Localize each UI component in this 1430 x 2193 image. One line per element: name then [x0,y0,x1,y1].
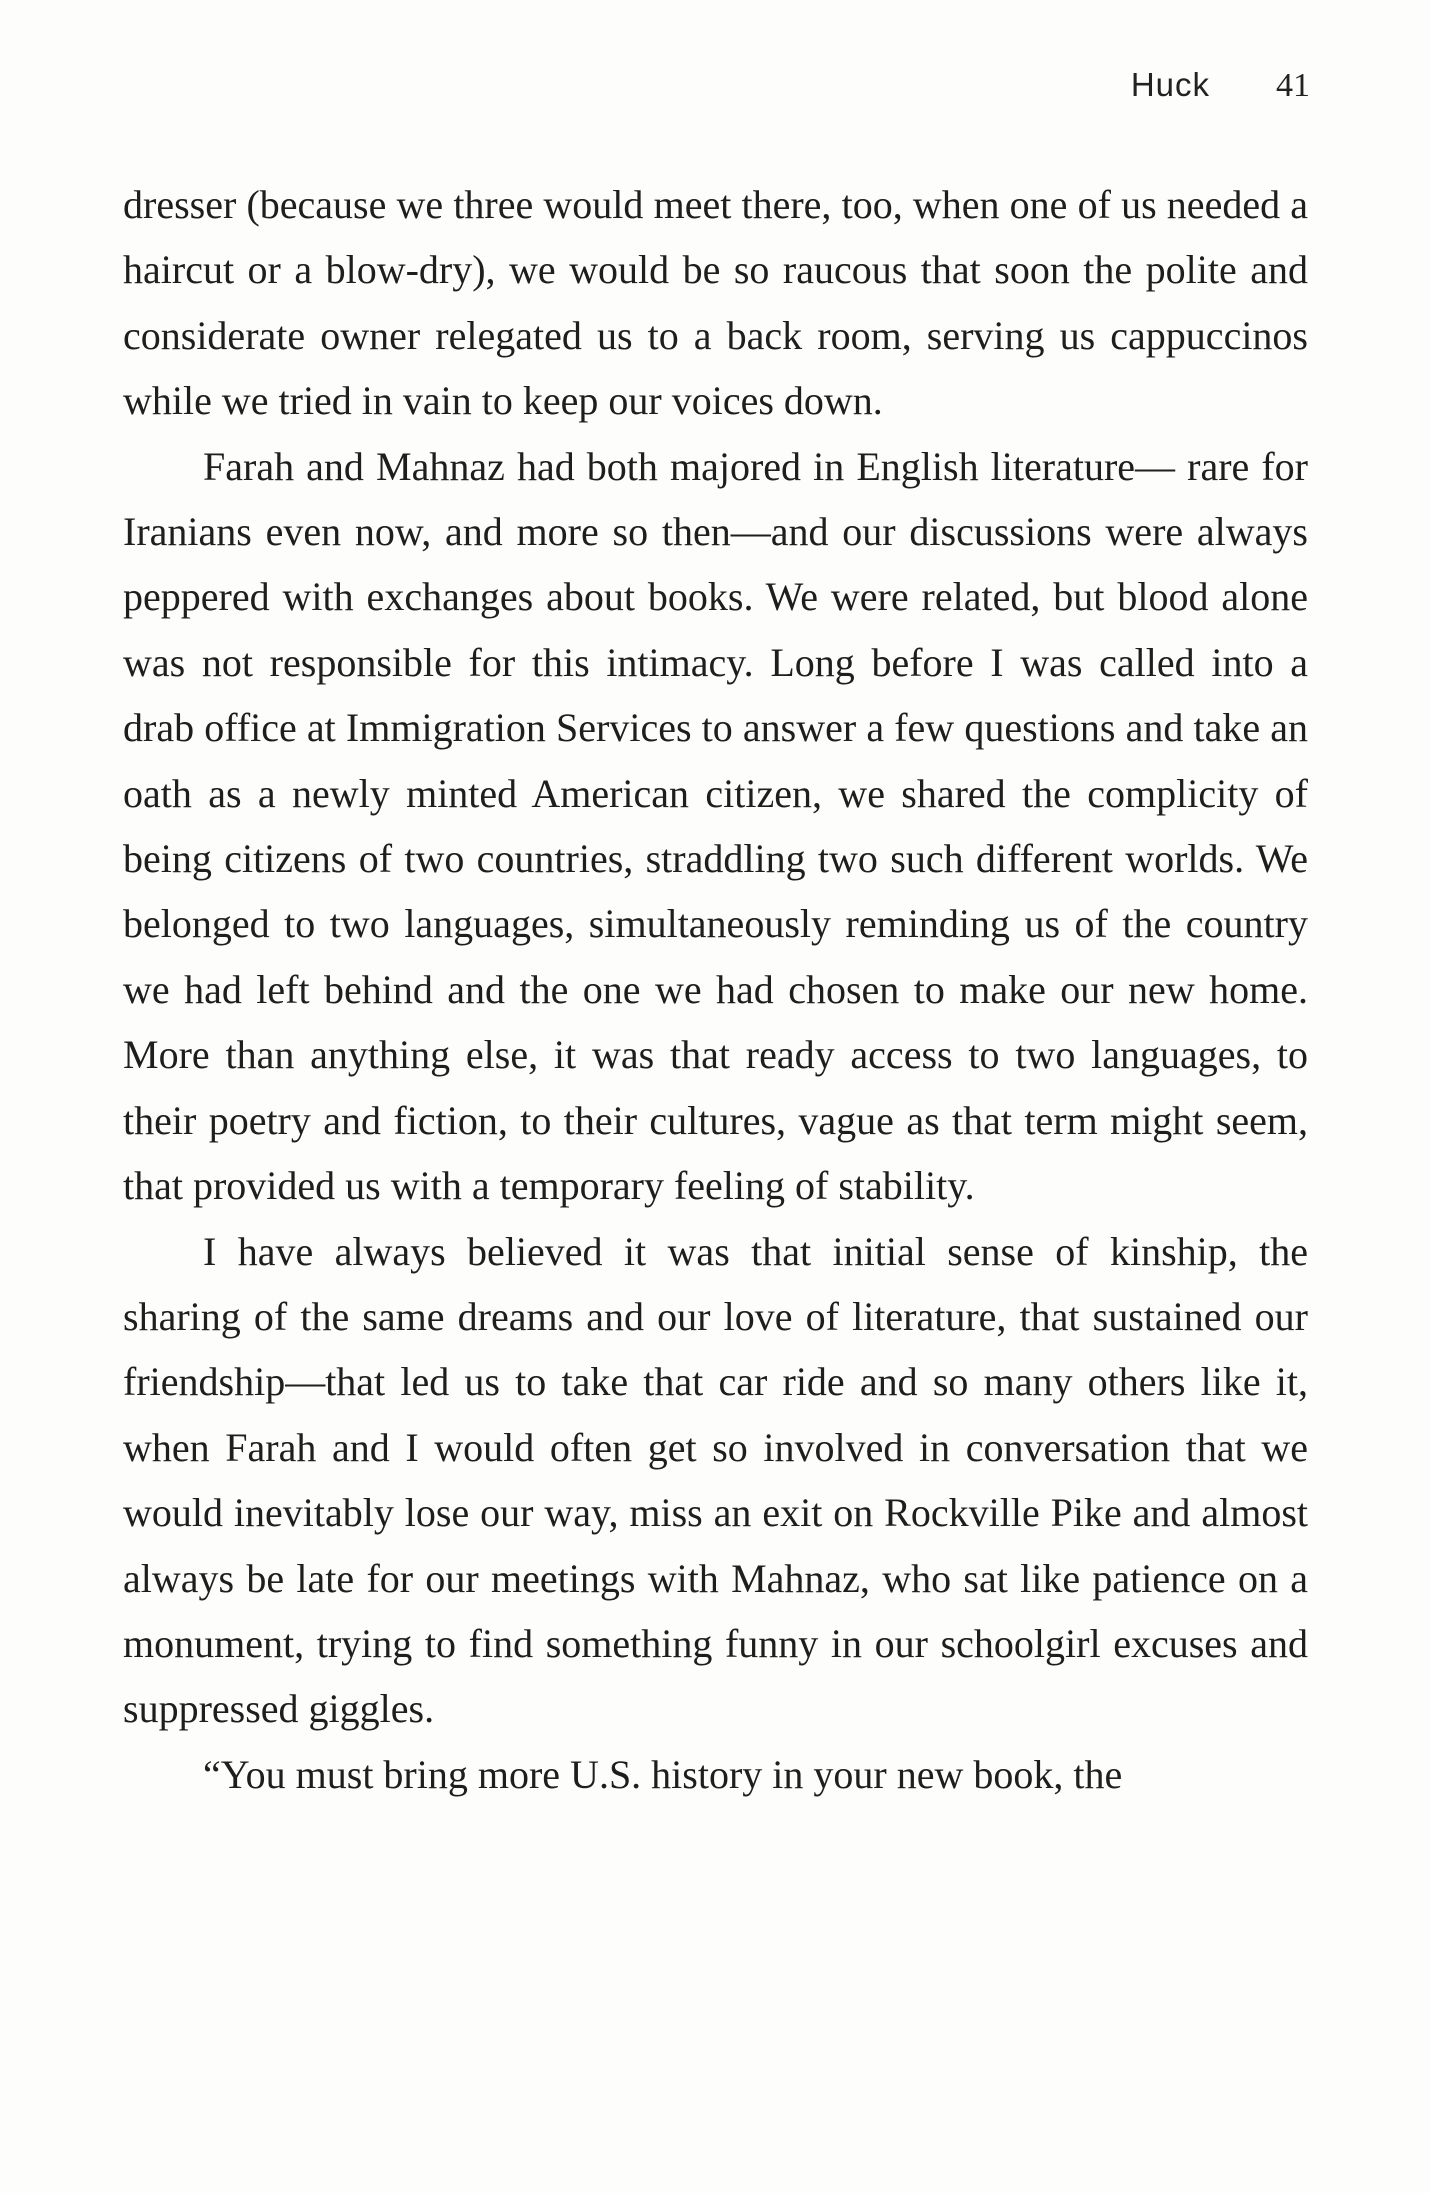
paragraph: Farah and Mahnaz had both majored in English literature— rare for Iranians even now, and more so then—and our discussions were always peppered with exchanges about books. We were related, but blood alone was not responsible for this intimacy. Long before I was called into a drab office at Immigration Services to answer a few questions and take an oath as a newly minted American citizen, we shared the complicity of being citizens of two countries, straddling two such different worlds. We belonged to two languages, simultaneously reminding us of the country we had left behind and the one we had chosen to make our new home. More than anything else, it was that ready access to two languages, to their poetry and fiction, to their cultures, vague as that term might seem, that provided us with a temporary feeling of stability. [123,443,1308,1209]
body-text [123,172,1308,1807]
paragraph-continued: dresser (because we three would meet there, too, when one of us needed a haircut or a blow-dry), we would be so raucous that soon the polite and considerate owner relegated us to a back room, serving us cappuccinos while we tried in vain to keep our voices down. [123,182,1308,424]
page-number: 41 [1276,67,1310,104]
paragraph: I have always believed it was that initial sense of kinship, the sharing of the same dreams and our love of literature, that sustained our friendship—that led us to take that car ride and so many others like it, when Farah and I would often get so involved in conversation that we would inevitably lose our way, miss an exit on Rockville Pike and almost always be late for our meetings with Mahnaz, who sat like patience on a monument, trying to find something funny in our schoolgirl excuses and suppressed giggles. [123,1228,1308,1732]
paragraph-truncated: “You must bring more U.S. history in your new book, the [203,1751,1123,1797]
running-head [1131,66,1310,105]
running-head-title: Huck [1130,66,1210,103]
